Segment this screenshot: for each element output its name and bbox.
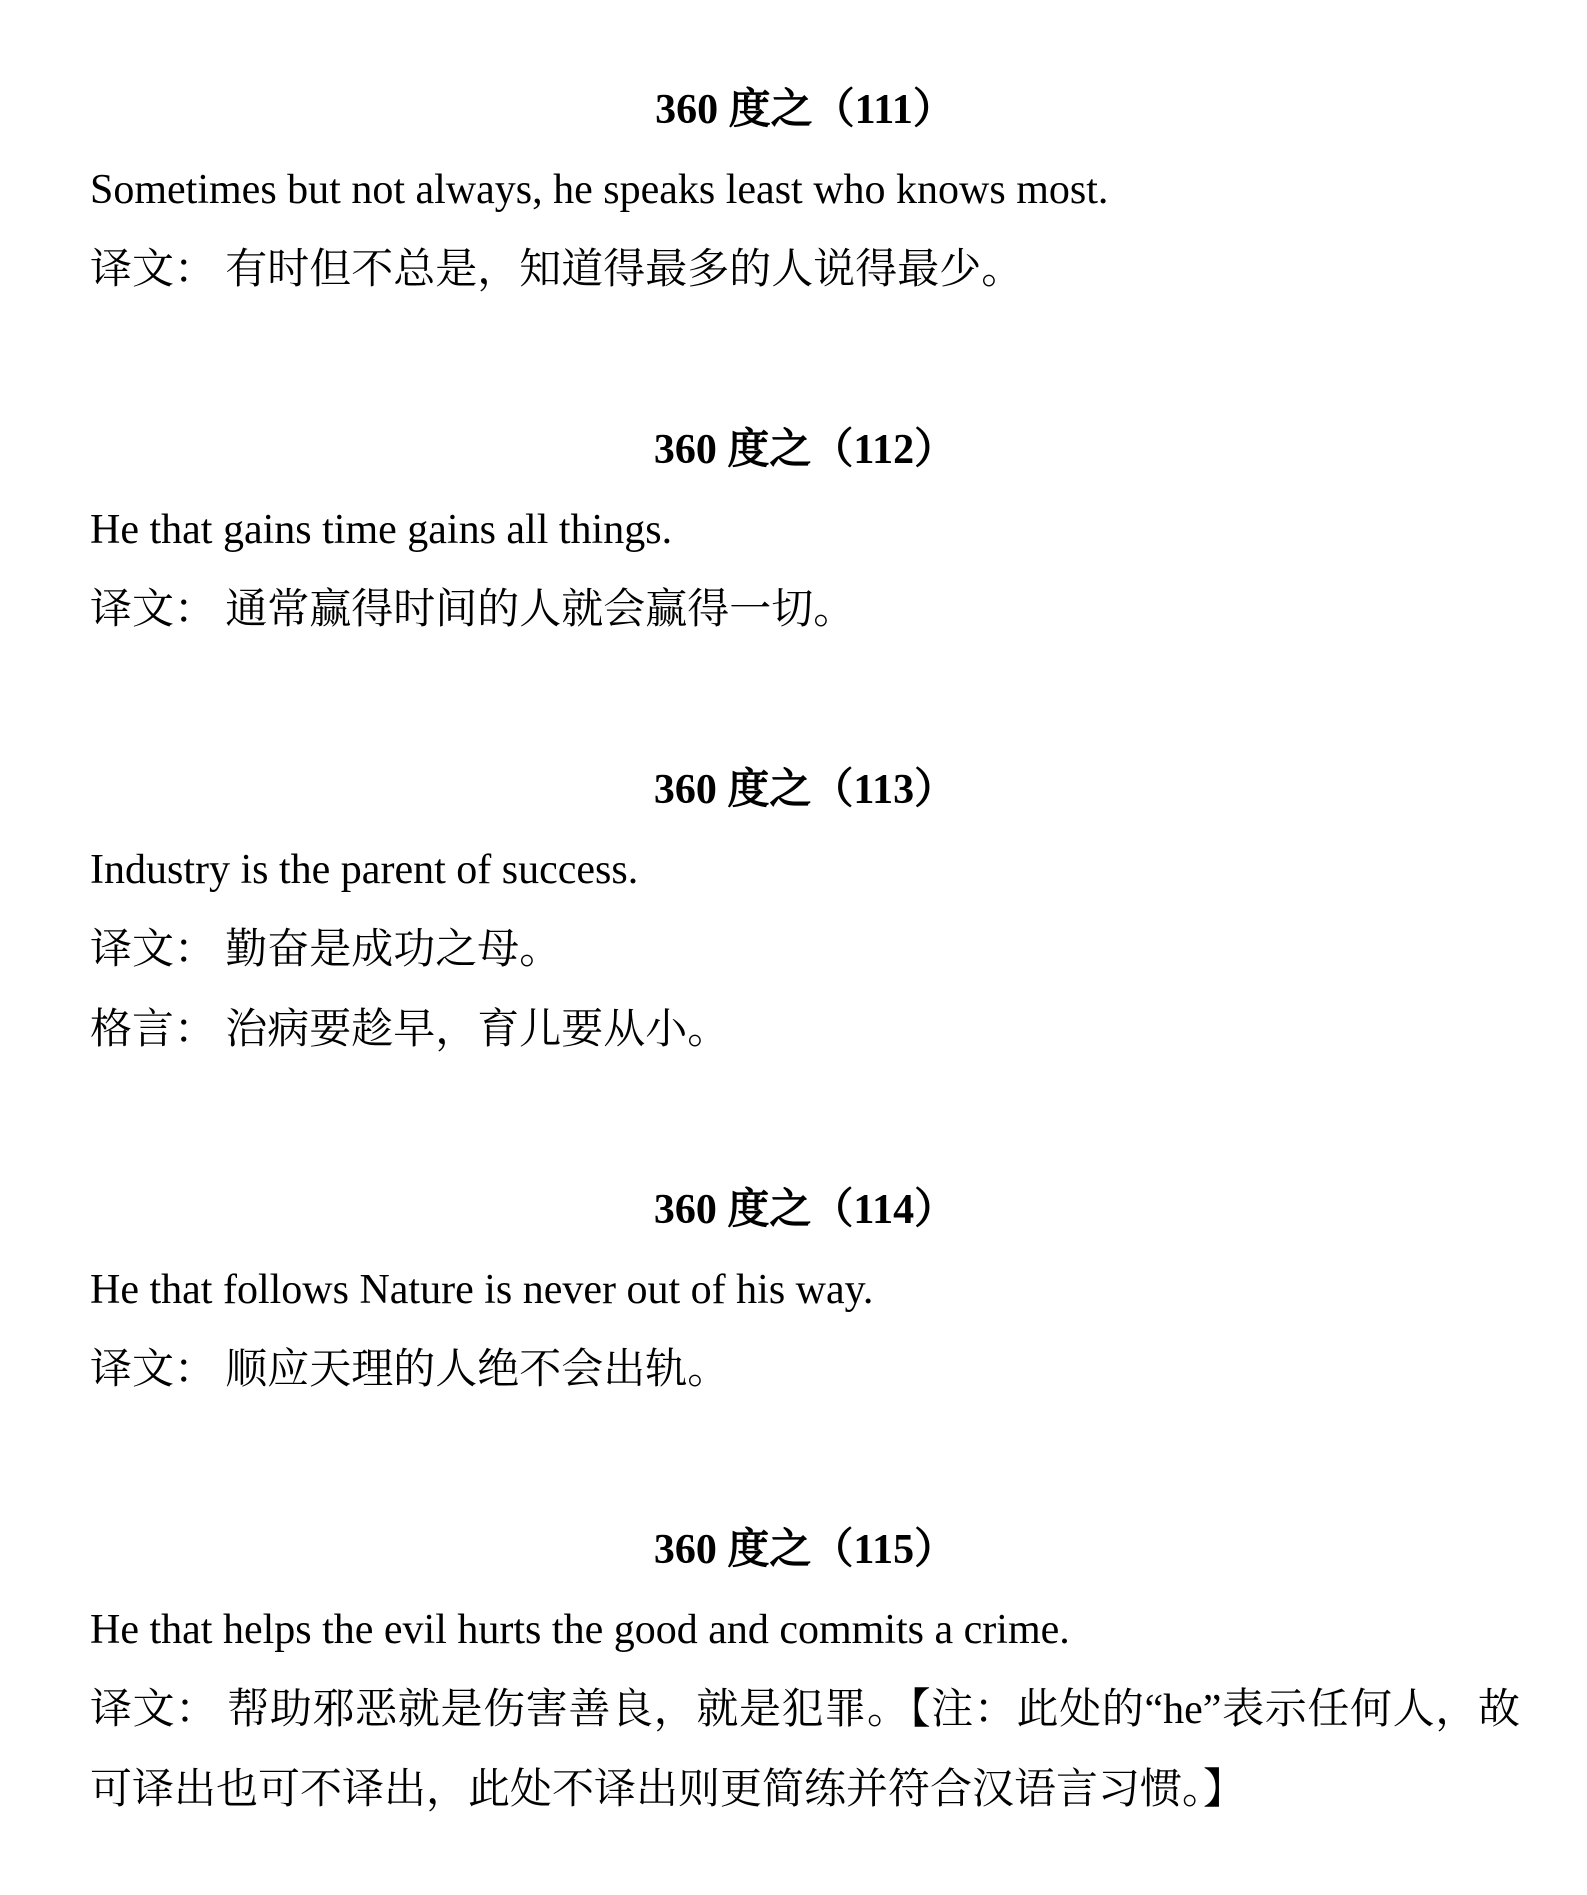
proverb-section [90, 1510, 1520, 1830]
proverb-section [90, 750, 1520, 1070]
english-proverb [90, 150, 1520, 230]
chinese-translation [90, 570, 1520, 650]
line-label: 译文： [90, 927, 217, 973]
english-proverb [90, 490, 1520, 570]
chinese-translation [90, 230, 1520, 310]
section-title: 360 度之（112） [653, 427, 957, 473]
proverb-section [90, 1170, 1520, 1410]
line-text: 勤奋是成功之母。 [225, 927, 562, 973]
line-text: He that helps the evil hurts the good and commits a crime. [90, 1607, 1070, 1653]
line-text: 有时但不总是，知道得最多的人说得最少。 [225, 247, 1024, 293]
chinese-translation [90, 910, 1520, 990]
section-body [90, 1590, 1520, 1830]
english-proverb [90, 830, 1520, 910]
proverb-section [90, 410, 1520, 650]
section-body [90, 150, 1520, 310]
line-text: He that follows Nature is never out of his way. [90, 1267, 874, 1313]
line-text: 顺应天理的人绝不会出轨。 [225, 1347, 730, 1393]
chinese-translation [90, 1670, 1520, 1830]
line-text: Industry is the parent of success. [90, 847, 639, 893]
line-text: 通常赢得时间的人就会赢得一切。 [225, 587, 856, 633]
line-text: 帮助邪恶就是伤害善良，就是犯罪。【注：此处的“he”表示任何人，故可译出也可不译出，此处不译出则更简练并符合汉语言习惯。】 [90, 1687, 1520, 1813]
line-text: Sometimes but not always, he speaks least who knows most. [90, 167, 1109, 213]
proverb-section [90, 70, 1520, 310]
line-label: 译文： [90, 247, 217, 293]
chinese-motto [90, 990, 1520, 1070]
line-text: 治病要趁早，育儿要从小。 [225, 1007, 730, 1053]
section-body [90, 1250, 1520, 1410]
section-body [90, 490, 1520, 650]
section-title: 360 度之（113） [653, 767, 957, 813]
english-proverb [90, 1250, 1520, 1330]
section-title: 360 度之（111） [655, 87, 955, 133]
line-label: 译文： [90, 1687, 218, 1733]
line-label: 格言： [90, 1007, 217, 1053]
line-label: 译文： [90, 587, 217, 633]
english-proverb [90, 1590, 1520, 1670]
line-label: 译文： [90, 1347, 217, 1393]
section-body [90, 830, 1520, 1070]
section-title: 360 度之（115） [653, 1527, 957, 1573]
chinese-translation [90, 1330, 1520, 1410]
line-text: He that gains time gains all things. [90, 507, 673, 553]
section-title: 360 度之（114） [653, 1187, 957, 1233]
